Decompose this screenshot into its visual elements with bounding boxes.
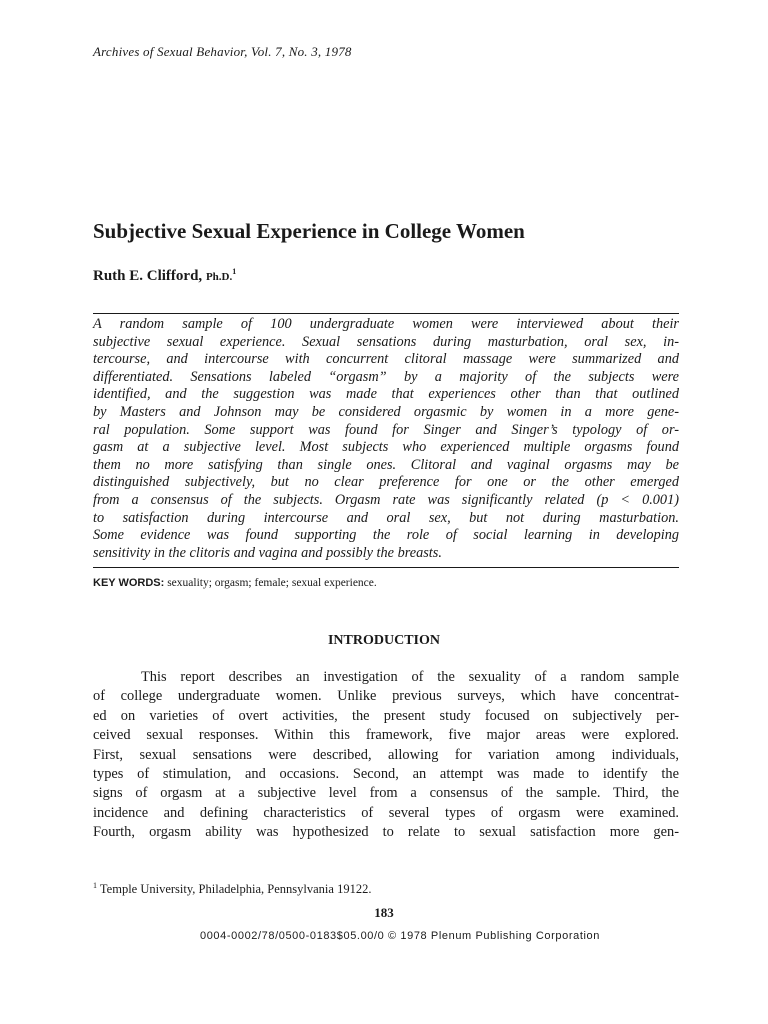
footnote-text: Temple University, Philadelphia, Pennsylvania 19122. — [99, 882, 372, 897]
page-number: 183 — [374, 905, 394, 920]
journal-citation: Archives of Sexual Behavior, Vol. 7, No. 3, 1978 — [93, 44, 352, 59]
abstract — [93, 316, 679, 562]
abstract-top-rule — [93, 313, 679, 314]
body-line: ceived sexual responses. Within this framework, five major areas were explored. — [93, 727, 679, 744]
author-degree: Ph.D. — [205, 271, 233, 283]
abstract-line: identified, and the suggestion was made that experiences other than that outlined — [93, 386, 679, 403]
abstract-line: differentiated. Sensations labeled “orgasm” by a majority of the subjects were — [93, 368, 679, 385]
section-heading: INTRODUCTION — [327, 633, 440, 648]
author-footnote-mark: 1 — [232, 267, 237, 276]
keywords-label: KEY WORDS: — [93, 577, 165, 589]
abstract-line: subjective sexual experience. Sexual sensations during masturbation, oral sex, in- — [93, 333, 679, 350]
keywords — [93, 577, 377, 589]
author-line — [93, 267, 236, 285]
article-title: Subjective Sexual Experience in College Women — [93, 219, 525, 243]
abstract-line: A random sample of 100 undergraduate women were interviewed about their — [93, 316, 679, 332]
abstract-line: to satisfaction during intercourse and oral sex, but not during masturbation. — [93, 509, 679, 526]
body-line: types of stimulation, and occasions. Second, an attempt was made to identify the — [93, 766, 679, 783]
copyright-line: 0004-0002/78/0500-0183$05.00/0 © 1978 Plenum Publishing Corporation — [200, 930, 600, 942]
body-line: This report describes an investigation of the sexuality of a random sample — [141, 669, 679, 685]
abstract-bottom-rule — [93, 567, 679, 568]
abstract-line: them no more satisfying than single ones. Clitoral and vaginal orgasms may be — [93, 456, 679, 473]
body-line: First, sexual sensations were described, allowing for variation among individuals, — [93, 746, 679, 763]
body-line: Fourth, orgasm ability was hypothesized to relate to sexual satisfaction more gen- — [93, 824, 679, 841]
footnote — [93, 881, 371, 897]
abstract-line: from a consensus of the subjects. Orgasm rate was significantly related (p < 0.001) — [93, 491, 679, 508]
abstract-line: tercourse, and intercourse with concurrent clitoral massage were summarized and — [93, 351, 679, 368]
body-line: incidence and defining characteristics of several types of orgasm were examined. — [93, 804, 679, 821]
author-name: Ruth E. Clifford, — [93, 268, 203, 284]
footnote-mark: 1 — [93, 881, 97, 890]
body-text — [93, 668, 679, 843]
abstract-line: sensitivity in the clitoris and vagina and possibly the breasts. — [93, 544, 442, 561]
keywords-text: sexuality; orgasm; female; sexual experience. — [167, 577, 377, 589]
abstract-line: gasm at a subjective level. Most subjects who experienced multiple orgasms found — [93, 439, 679, 456]
abstract-line: ral population. Some support was found for Singer and Singer’s typology of or- — [93, 421, 679, 438]
abstract-line: Some evidence was found supporting the role of social learning in developing — [93, 527, 679, 544]
body-line: of college undergraduate women. Unlike previous surveys, which have concentrat- — [93, 688, 679, 705]
body-line: signs of orgasm at a subjective level from a consensus of the sample. Third, the — [93, 785, 679, 802]
abstract-line: by Masters and Johnson may be considered orgasmic by women in a more gene- — [93, 403, 679, 420]
body-line: ed on varieties of overt activities, the present study focused on subjectively per- — [93, 707, 679, 724]
abstract-line: distinguished subjectively, but no clear preference for one or the other emerged — [93, 474, 679, 491]
